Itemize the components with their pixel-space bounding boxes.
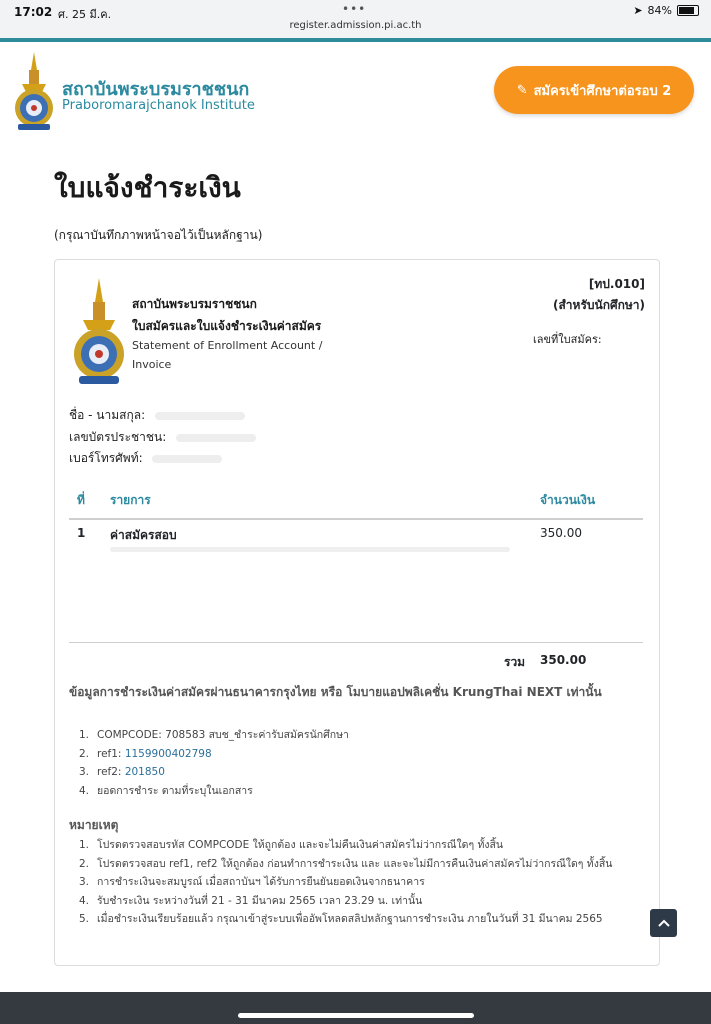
form-for: (สำหรับนักศึกษา) (552, 298, 645, 312)
payment-info-list (79, 726, 639, 800)
name-label: ชื่อ - นามสกุล: (69, 408, 146, 422)
col-amount-header: จำนวนเงิน (540, 493, 596, 507)
invoice-card (54, 259, 660, 966)
col-item-header: รายการ (110, 493, 151, 507)
row-amount: 350.00 (540, 526, 582, 540)
list-item: 4. ยอดการชำระ ตามที่ระบุในเอกสาร (79, 784, 253, 797)
col-no-header: ที่ (77, 493, 85, 507)
invoice-org: สถาบันพระบรมราชชนก (132, 297, 257, 311)
id-label: เลขบัตรประชาชน: (69, 430, 167, 444)
total-label: รวม (504, 655, 526, 669)
location-icon: ➤ (633, 4, 643, 17)
list-item: 2. โปรดตรวจสอบ ref1, ref2 ให้ถูกต้อง ก่อนทำการชำระเงิน และ และจะไม่มีการคืนเงินค่าสมัครไม่ว่ากรณีใดๆ ทั้งสิ้น (79, 857, 613, 870)
invoice-doc-title-en: Statement of Enrollment Account / Invoice (132, 339, 323, 371)
list-item: 5. เมื่อชำระเงินเรียบร้อยแล้ว กรุณาเข้าสู่ระบบเพื่ออัพโหลดสลิปหลักฐานการชำระเงิน ภายในวันที่ 31 มีนาคม 2565 (79, 913, 603, 925)
chevron-up-icon (658, 919, 670, 927)
battery-icon (677, 5, 699, 16)
list-item: 2. ref1: 1159900402798 (79, 747, 212, 760)
status-date: ศ. 25 มี.ค. (58, 8, 112, 21)
status-bar (0, 0, 711, 38)
invoice-emblem-logo (71, 276, 127, 388)
phone-label: เบอร์โทรศัพท์: (69, 451, 143, 465)
payment-info-title: ข้อมูลการชำระเงินค่าสมัครผ่านธนาคารกรุงไทย หรือ โมบายแอปพลิเคชั่น KrungThai NEXT เท่านั้น (69, 685, 602, 699)
page-note: (กรุณาบันทึกภาพหน้าจอไว้เป็นหลักฐาน) (54, 228, 263, 242)
header-accent-line (0, 38, 711, 42)
battery-percent: 84% (647, 4, 672, 17)
list-item: 1. โปรดตรวจสอบรหัส COMPCODE ให้ถูกต้อง และจะไม่คืนเงินค่าสมัครไม่ว่ากรณีใดๆ ทั้งสิ้น (79, 839, 504, 851)
form-code: [ทป.010] (588, 277, 645, 291)
battery-fill (679, 7, 694, 14)
ref1-value: 1159900402798 (124, 747, 212, 760)
table-header (69, 486, 643, 520)
notes-title: หมายเหตุ (69, 818, 119, 832)
list-item: 3. การชำระเงินจะสมบูรณ์ เมื่อสถาบันฯ ได้รับการยืนยันยอดเงินจากธนาคาร (79, 876, 425, 888)
org-name-en: Praboromarajchanok Institute (62, 98, 255, 113)
name-value-redacted (155, 412, 245, 420)
row-no: 1 (77, 526, 86, 540)
org-name-th: สถาบันพระบรมราชชนก (62, 79, 250, 100)
apply-button-label: สมัครเข้าศึกษาต่อรอบ 2 (533, 83, 672, 99)
ref2-value: 201850 (124, 766, 165, 778)
page-title: ใบแจ้งชำระเงิน (54, 171, 241, 204)
status-time: 17:02 (14, 5, 53, 19)
phone-value-redacted (152, 455, 222, 463)
footer-bar (0, 992, 711, 1024)
notes-list (79, 836, 649, 929)
list-item: 3. ref2: 201850 (79, 766, 165, 778)
url-bar[interactable]: register.admission.pi.ac.th (289, 20, 422, 31)
id-field (69, 428, 256, 447)
more-dots-icon[interactable]: ••• (342, 2, 367, 16)
row-item: ค่าสมัครสอบ (110, 528, 177, 542)
list-item: 1. COMPCODE: 708583 สบช_ชำระค่ารับสมัครนักศึกษา (79, 729, 349, 741)
pencil-icon: ✎ (516, 82, 528, 98)
emblem-logo[interactable] (12, 50, 56, 134)
scroll-to-top-button[interactable] (650, 909, 677, 937)
total-value: 350.00 (540, 653, 587, 667)
row-detail-redacted (110, 547, 510, 552)
status-indicators (633, 4, 699, 17)
total-divider (69, 642, 643, 643)
application-no-label: เลขที่ใบสมัคร: (533, 333, 602, 346)
id-value-redacted (176, 434, 256, 442)
name-field (69, 406, 245, 425)
list-item: 4. รับชำระเงิน ระหว่างวันที่ 21 - 31 มีนาคม 2565 เวลา 23.29 น. เท่านั้น (79, 894, 423, 907)
phone-field (69, 449, 222, 468)
home-indicator[interactable] (238, 1013, 474, 1018)
apply-round-2-button[interactable] (494, 66, 694, 114)
invoice-doc-title: ใบสมัครและใบแจ้งชำระเงินค่าสมัคร (132, 319, 322, 333)
